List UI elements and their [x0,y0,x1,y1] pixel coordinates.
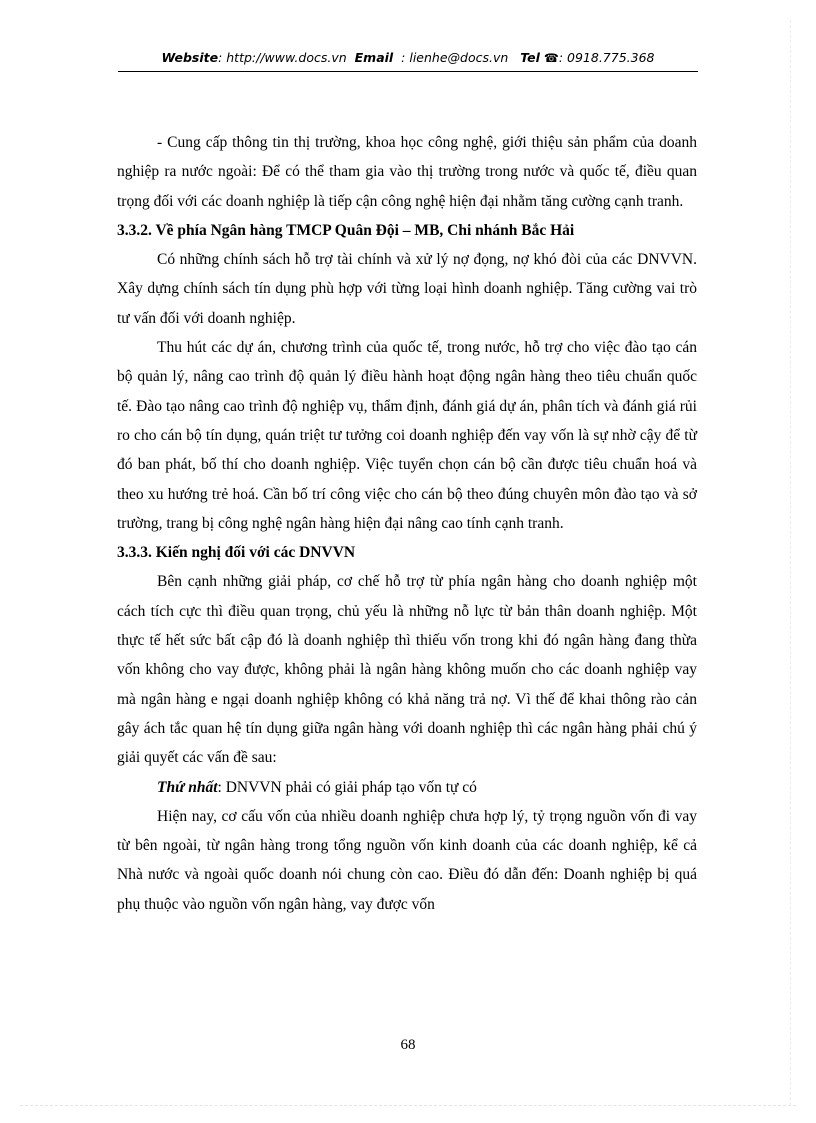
website-value: : http://www.docs.vn [218,50,347,65]
paragraph-enterprise-efforts: Bên cạnh những giải pháp, cơ chế hỗ trợ từ phía ngân hàng cho doanh nghiệp một cách tích cực thì điều quan trọng, chủ yếu là những nỗ lực từ bản thân doanh nghiệp. Một thực tế hết sức bất cập đó là doanh nghiệp thì thiếu vốn trong khi đó ngân hàng đang thừa vốn không cho vay được, không phải là ngân hàng không muốn cho các doanh nghiệp vay mà ngân hàng e ngại doanh nghiệp không có khả năng trả nợ. Vì thế để khai thông rào cản gây ách tắc quan hệ tín dụng giữa ngân hàng với doanh nghiệp thì các ngân hàng phải chú ý giải quyết các vấn đề sau: [117,573,697,767]
page-number: 68 [400,1037,416,1053]
page-bottom-edge [20,1105,796,1106]
website-label: Website [161,50,219,65]
page-header [118,49,698,67]
paragraph-first-point [117,773,697,802]
paragraph-financial-support: Có những chính sách hỗ trợ tài chính và xử lý nợ đọng, nợ khó đòi của các DNVVN. Xây dựng chính sách tín dụng phù hợp với từng loại hình doanh nghiệp. Tăng cường vai trò tư vấn đối với doanh nghiệp. [117,251,697,327]
tel-label: Tel [520,50,540,65]
header-divider [118,71,698,72]
section-heading-3-3-2: 3.3.2. Về phía Ngân hàng TMCP Quân Đội – MB, Chi nhánh Bắc Hải [117,221,575,239]
phone-icon: ☎ [543,51,559,65]
paragraph-training: Thu hút các dự án, chương trình của quốc tế, trong nước, hỗ trợ cho việc đào tạo cán bộ quản lý, nâng cao trình độ quản lý điều hành hoạt động ngân hàng theo tiêu chuẩn quốc tế. Đào tạo nâng cao trình độ nghiệp vụ, thẩm định, đánh giá dự án, phân tích và đánh giá rủi ro cho cán bộ tín dụng, quán triệt tư tưởng coi doanh nghiệp đến vay vốn là sự nhờ cậy để từ đó ban phát, bố thí cho doanh nghiệp. Việc tuyển chọn cán bộ cần được tiêu chuẩn hoá và theo xu hướng trẻ hoá. Cần bố trí công việc cho cán bộ theo đúng chuyên môn đào tạo và sở trường, trang bị công nghệ ngân hàng hiện đại nâng cao tính cạnh tranh. [117,339,697,532]
section-heading-3-3-3: 3.3.3. Kiến nghị đối với các DNVVN [117,544,356,562]
first-point-text: : DNVVN phải có giải pháp tạo vốn tự có [217,778,477,796]
page-side-edge [790,20,791,1105]
paragraph-market-info: - Cung cấp thông tin thị trường, khoa học công nghệ, giới thiệu sản phẩm của doanh nghiệp ra nước ngoài: Để có thể tham gia vào thị trường trong nước và quốc tế, điều quan trọng đối với các doanh nghiệp là tiếp cận công nghệ hiện đại nhằm tăng cường cạnh tranh. [117,134,697,210]
tel-value: : 0918.775.368 [558,50,655,65]
document-body [117,128,697,919]
email-value: : lienhe@docs.vn [401,50,509,65]
paragraph-capital-structure: Hiện nay, cơ cấu vốn của nhiều doanh nghiệp chưa hợp lý, tỷ trọng nguồn vốn đi vay từ bên ngoài, từ ngân hàng trong tổng nguồn vốn kinh doanh của các doanh nghiệp, kể cả Nhà nước và ngoài quốc doanh nói chung còn cao. Điều đó dẫn đến: Doanh nghiệp bị quá phụ thuộc vào nguồn vốn ngân hàng, vay được vốn [117,807,697,913]
email-label: Email [354,50,394,65]
first-point-lead: Thứ nhất [157,778,218,796]
